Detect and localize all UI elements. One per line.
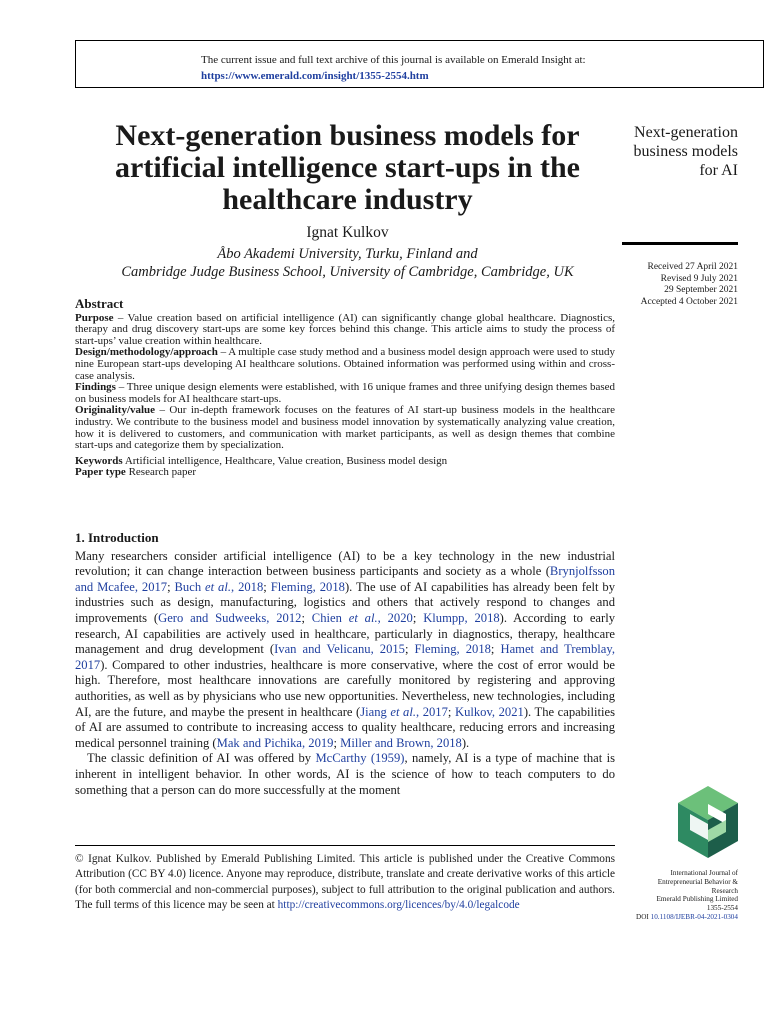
journal-name-line-3: Research (711, 886, 738, 895)
journal-name-line-2: Entrepreneurial Behavior & (657, 877, 738, 886)
running-title: Next-generation business models for AI (633, 124, 738, 179)
body-text: ; (301, 610, 312, 625)
date-received: Received 27 April 2021 (647, 262, 738, 272)
keywords-text: Artificial intelligence, Healthcare, Value creation, Business model design (122, 454, 448, 467)
doi-line (622, 913, 738, 922)
author-name: Ignat Kulkov (306, 224, 389, 241)
citation-etal: et al. (348, 610, 378, 625)
abstract-findings (75, 382, 615, 405)
citation-link[interactable]: Mak and Pichika, 2019 (216, 735, 334, 750)
citation-link[interactable]: Hamet and Tremblay, 2017 (75, 642, 615, 672)
affiliation-2: Cambridge Judge Business School, University of Cambridge, Cambridge, UK (121, 264, 574, 280)
body-text: ; (490, 642, 501, 657)
doi-label: DOI (636, 912, 651, 921)
body-text: ). The use of AI capabilities has already been felt by industries such as design, manufacturing, logistics and others that actively respond to changes and improvements ( (75, 579, 616, 625)
design-label: Design/methodology/approach (75, 346, 218, 359)
body-text: ). Compared to other industries, healthcare is more conservative, where the cost of error would be high. Therefore, most healthcare innovations are carefully monitored by registering and approving authorities, as well as by physicians who use new opportunities. Nevertheless, new technologies, including AI, are the future, and maybe the present in healthcare ( (75, 657, 615, 719)
affiliation-1: Åbo Akademi University, Turku, Finland and (217, 246, 478, 262)
introduction-section (75, 530, 615, 798)
body-text: ; (404, 642, 415, 657)
body-text: ). According to early research, AI capabilities are actively used in healthcare, particularly in diagnostics, therapy, healthcare management and drug development ( (75, 610, 616, 657)
findings-label: Findings (75, 381, 116, 394)
abstract-originality (75, 405, 615, 451)
findings-text: – Three unique design elements were established, with 16 unique frames and three unifying design themes based on business models for AI healthcare start-ups. (75, 381, 615, 405)
purpose-text: – Value creation based on artificial intelligence (AI) can significantly change global healthcare. Diagnostics, therapy and drug discovery start-ups are some key forces behind this change. This article aims to study the process of start-ups’ value creation within healthcare. (75, 311, 615, 347)
licence-link[interactable]: http://creativecommons.org/licences/by/4.0/legalcode (277, 898, 520, 911)
originality-label: Originality/value (75, 404, 156, 417)
body-text: The classic definition of AI was offered by (87, 751, 316, 766)
body-text: ; (333, 735, 341, 750)
journal-url-link[interactable]: https://www.emerald.com/insight/1355-2554.htm (201, 70, 429, 82)
date-revised-2: 29 September 2021 (664, 285, 738, 295)
citation-link[interactable]: Ivan and Velicanu, 2015 (274, 642, 405, 657)
doi-link[interactable]: 10.1108/IJEBR-04-2021-0304 (650, 912, 738, 921)
citation-year: , 2018 (231, 579, 264, 594)
citation-link[interactable]: Brynjolfsson and Mcafee, 2017 (75, 564, 615, 594)
purpose-label: Purpose (75, 311, 114, 324)
paper-type (75, 467, 615, 479)
abstract-design (75, 347, 615, 382)
journal-info (622, 869, 738, 922)
citation-link[interactable]: Klumpp, 2018 (423, 610, 500, 625)
body-text: ). (461, 735, 470, 750)
copyright-footnote (75, 852, 615, 913)
citation-etal: et al. (390, 704, 416, 719)
abstract-purpose (75, 313, 615, 348)
date-accepted: Accepted 4 October 2021 (640, 296, 738, 307)
citation-link[interactable]: Fleming, 2018 (414, 642, 491, 657)
body-text: ; (263, 579, 271, 594)
publisher-name: Emerald Publishing Limited (656, 895, 738, 904)
citation-link[interactable] (175, 580, 264, 594)
archive-notice (75, 40, 764, 88)
date-revised-1: Revised 9 July 2021 (660, 273, 738, 284)
citation-link[interactable]: McCarthy (1959) (315, 751, 405, 766)
body-text: ; (412, 610, 424, 625)
introduction-heading: 1. Introduction (75, 530, 159, 545)
received-dates (622, 262, 738, 308)
citation-year: , 2017 (416, 704, 448, 719)
paper-type-label: Paper type (75, 466, 126, 479)
design-text: – A multiple case study method and a business model design approach were used to study nine European start-ups developing AI healthcare solutions. Obtained information was performed using within and cross-case analysis. (75, 346, 615, 382)
body-text: Many researchers consider artificial intelligence (AI) to be a key technology in the new industrial revolution; it can change interaction between business participants and society as a whole ( (75, 548, 615, 579)
keywords-label: Keywords (75, 454, 123, 467)
body-text: ). The capabilities of AI are assumed to contribute to increasing access to quality healthcare, reducing errors and increasing medical personnel training ( (75, 704, 615, 750)
emerald-journal-logo-icon (676, 784, 740, 860)
citation-author: Chien (311, 610, 349, 625)
body-text: ; (167, 579, 175, 594)
journal-name-line-1: International Journal of (670, 869, 738, 877)
intro-paragraph-1 (75, 549, 615, 752)
citation-year: , 2020 (377, 610, 413, 625)
citation-link[interactable] (360, 705, 448, 719)
article-title: Next-generation business models for artificial intelligence start-ups in the healthcare industry (115, 119, 580, 216)
citation-author: Jiang (360, 704, 391, 719)
citation-author: Buch (174, 579, 206, 594)
paper-type-text: Research paper (125, 466, 197, 479)
body-text: ; (447, 704, 455, 719)
footnote-text: © Ignat Kulkov. Published by Emerald Publishing Limited. This article is published under the Creative Commons Attribution (CC BY 4.0) licence. Anyone may reproduce, distribute, translate and create derivative works of this article (for both commercial and non-commercial purposes), subject to full attribution to the original publication and authors. The full terms of this licence may be seen at (75, 853, 615, 911)
citation-link[interactable] (312, 611, 413, 625)
intro-paragraph-2 (75, 751, 615, 798)
originality-text: – Our in-depth framework focuses on the features of AI start-up business models in the healthcare industry. We contribute to the business model and business model innovation by systematically analyzing value creation, how it is delivered to customers, and communication with market participants, as well as design themes that combine start-ups and categorize them by specialization. (75, 404, 615, 452)
citation-link[interactable]: Gero and Sudweeks, 2012 (158, 610, 302, 625)
journal-issn: 1355-2554 (706, 904, 738, 913)
author-block (75, 224, 620, 281)
abstract-heading: Abstract (75, 296, 124, 311)
footnote-divider (75, 845, 615, 846)
body-text: , namely, AI is a type of machine that is inherent in intelligent behavior. In other words, AI is the science of how to teach computers to do something that a person can do more successfully at the moment (75, 751, 615, 797)
running-title-rule (622, 242, 738, 245)
citation-link[interactable]: Kulkov, 2021 (454, 704, 524, 719)
abstract-section (75, 298, 615, 479)
archive-notice-text: The current issue and full text archive of this journal is available on Emerald Insight at: (201, 54, 586, 66)
citation-etal: et al. (205, 579, 231, 594)
citation-link[interactable]: Fleming, 2018 (270, 579, 345, 594)
citation-link[interactable]: Miller and Brown, 2018 (340, 735, 462, 750)
